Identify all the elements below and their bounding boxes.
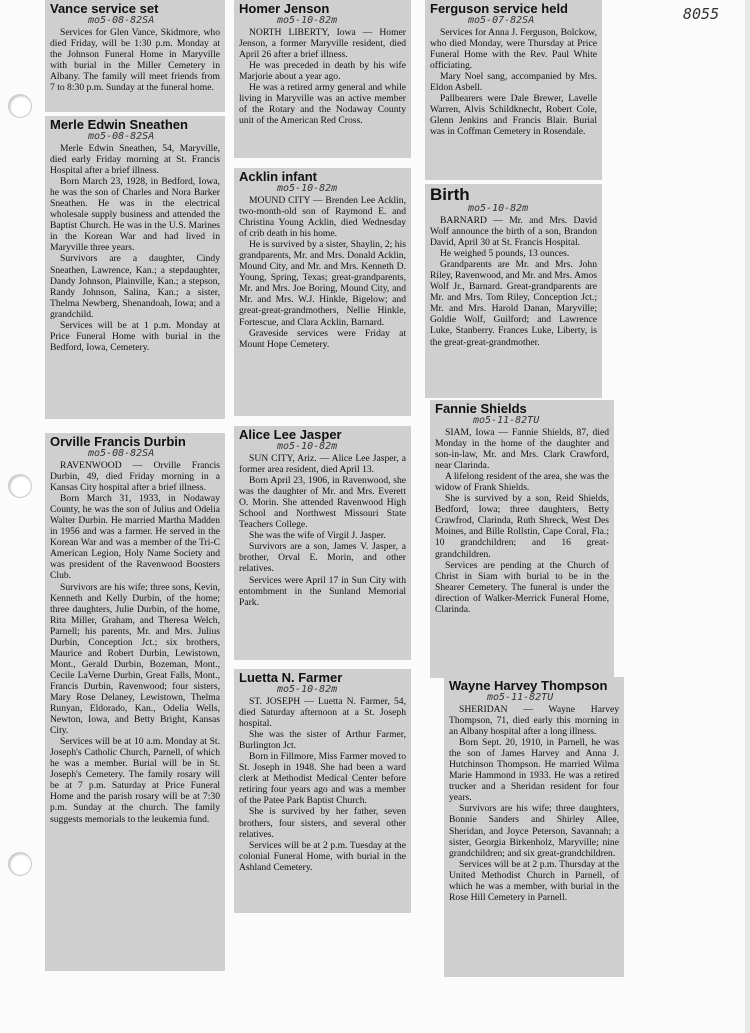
paragraph: Born March 31, 1933, in Nodaway County, he was the son of Julius and Odelia Walter Durbin. He married Martha Madden in 1956 and was a farmer. He served in the Korean War and was a member of the Tri-C American Legion, Holy Name Society and was president of the Ravenwood Boosters Club. <box>50 493 220 582</box>
paragraph: Survivors are his wife; three sons, Kevin, Kenneth and Kelly Durbin, of the home; three daughters, Julie Durbin, of the home, Rita Miller, Graham, and Theresa Welch, Parnell; his parents, Mr. and Mrs. Julius Durbin, Conception Jct.; six brothers, Maurice and Robert Durbin, Lewistown, Mont., Gerald Durbin, Bozeman, Mont., Cecile LaVerne Durbin, Great Falls, Mont., Francis Durbin, Ravenwood; four sisters, Mary Rose Delaney, Lewistown, Thelma Runyan, Eldorado, Kan., Odelia Wells, Newton, Iowa, and Betty Bright, Kansas City. <box>50 581 220 737</box>
clipping-body <box>435 427 609 615</box>
clipping-body <box>239 453 406 608</box>
paragraph: He is survived by a sister, Shaylin, 2; his grandparents, Mr. and Mrs. Donald Acklin, Mound City, and Mr. and Mrs. Kenneth D. Young, Spring, Texas; great-grandparents, Mr. and Mrs. Joe Boring, Mound City, and Mr. and Mrs. W.J. Hinkle, Bigelow; and great-great-grandmothers, Nellie Hinkle, Fortescue, and Clara Acklin, Barnard. <box>239 239 406 328</box>
clipping-jasper <box>234 426 411 660</box>
clipping-body <box>50 460 220 825</box>
binder-hole <box>9 475 31 497</box>
paragraph: She is survived by a son, Reid Shields, Bedford, Iowa; three daughters, Betty Crawfrod, Clarinda, Ruth Shreck, West Des Moines, and Bille Rollstin, Cape Coral, Fla.; 10 grandchildren; and 16 great-grandchildren. <box>435 493 609 560</box>
handwritten-date: mo5-08-82SA <box>88 131 155 142</box>
clipping-heading: Luetta N. Farmer <box>239 670 343 685</box>
handwritten-date: mo5-10-82m <box>277 15 338 26</box>
clipping-heading: Fannie Shields <box>435 401 527 416</box>
clipping-heading: Ferguson service held <box>430 1 568 16</box>
paragraph: She is survived by her father, seven brothers, four sisters, and several other relatives. <box>239 806 406 840</box>
clipping-shields <box>430 400 614 678</box>
paragraph: MOUND CITY — Brenden Lee Acklin, two-month-old son of Raymond E. and Christina Young Acklin, died Wednesday of crib death in his home. <box>239 195 406 240</box>
handwritten-date: mo5-10-82m <box>277 441 338 452</box>
paragraph: Services were April 17 in Sun City with entombment in the Sunland Memorial Park. <box>239 574 406 608</box>
paragraph: ST. JOSEPH — Luetta N. Farmer, 54, died Saturday afternoon at a St. Joseph hospital. <box>239 696 406 730</box>
paragraph: RAVENWOOD — Orville Francis Durbin, 49, died Friday morning in a Kansas City hospital after a brief illness. <box>50 460 220 494</box>
binder-hole <box>9 853 31 875</box>
handwritten-date: mo5-10-82m <box>277 684 338 695</box>
paragraph: Born Sept. 20, 1910, in Parnell, he was the son of James Harvey and Anna J. Hutchinson Thompson. He married Wilma Marie Hammond in 1933. He was a retired trucker and a Sheridan resident for four years. <box>449 737 619 804</box>
handwritten-date: mo5-08-82SA <box>88 15 155 26</box>
paragraph: Services will be at 1 p.m. Monday at Price Funeral Home with burial in the Bedford, Iowa, Cemetery. <box>50 319 220 353</box>
handwritten-date: mo5-11-82TU <box>487 692 554 703</box>
paragraph: Services for Glen Vance, Skidmore, who died Friday, will be 1:30 p.m. Monday at the Johnson Funeral Home in Maryville with burial in the Miller Cemetery in Albany. The family will meet friends from 7 to 8:30 p.m. Sunday at the funeral home. <box>50 27 220 94</box>
handwritten-date: mo5-11-82TU <box>473 415 540 426</box>
clipping-jenson <box>234 0 411 158</box>
clipping-ferguson <box>425 0 602 180</box>
paragraph: Survivors are a son, James V. Jasper, a brother, Orval E. Morin, and other relatives. <box>239 541 406 575</box>
paragraph: She was the wife of Virgil J. Jasper. <box>249 530 386 542</box>
page-number: 8055 <box>683 5 720 23</box>
paragraph: SUN CITY, Ariz. — Alice Lee Jasper, a former area resident, died April 13. <box>239 453 406 476</box>
paragraph: He was preceded in death by his wife Marjorie about a year ago. <box>239 60 406 83</box>
clipping-heading: Homer Jenson <box>239 1 330 16</box>
paragraph: Services for Anna J. Ferguson, Bolckow, who died Monday, were Thursday at Price Funeral Home with the Rev. Paul White officiating. <box>430 27 597 72</box>
paragraph: SIAM, Iowa — Fannie Shields, 87, died Monday in the home of the daughter and son-in-law, Mr. and Mrs. Clark Crawford, near Clarinda. <box>435 427 609 472</box>
clipping-heading: Vance service set <box>50 1 159 16</box>
handwritten-date: mo5-08-82SA <box>88 448 155 459</box>
clipping-body <box>430 27 597 137</box>
paragraph: NORTH LIBERTY, Iowa — Homer Jenson, a former Maryville resident, died April 26 after a brief illness. <box>239 27 406 61</box>
paragraph: Born March 23, 1928, in Bedford, Iowa, he was the son of Charles and Nora Barker Sneathen. He was in the electrical wholesale supply business and attended the Baptist Church. He was in the U.S. Marines in the Korean War and had lived in Maryville three years. <box>50 176 220 254</box>
paragraph: Services are pending at the Church of Christ in Siam with burial to be in the Shearer Cemetery. The funeral is under the direction of Walker-Merrick Funeral Home, Clarinda. <box>435 559 609 615</box>
paragraph: He weighed 5 pounds, 13 ounces. <box>440 248 570 260</box>
paragraph: Survivors are a daughter, Cindy Sneathen, Lawrence, Kan.; a stepdaughter, Dandy Johnson, Plainville, Kan.; a stepson, Randy Johnson, Salina, Kan.; a sister, Thelma Newberg, Shenandoah, Iowa; and a grandchild. <box>50 253 220 320</box>
clipping-vance <box>45 0 225 112</box>
paragraph: Merle Edwin Sneathen, 54, Maryville, died early Friday morning at St. Francis Hospital after a brief illness. <box>50 143 220 177</box>
paragraph: Graveside services were Friday at Mount Hope Cemetery. <box>239 327 406 350</box>
paragraph: Services will be at 2 p.m. Tuesday at the colonial Funeral Home, with burial in the Ashland Cemetery. <box>239 839 406 873</box>
clipping-body <box>50 27 220 93</box>
clipping-body <box>239 195 406 350</box>
paragraph: Services will be at 10 a.m. Monday at St. Joseph's Catholic Church, Parnell, of which he was a member. Burial will be in St. Joseph's Cemetery. The family rosary will be at 7 p.m. Saturday at Price Funeral Home and the parish rosary will be at 7:30 p.m. Sunday at the church. The family suggests memorials to the leukemia fund. <box>50 736 220 825</box>
clipping-farmer <box>234 669 411 913</box>
clipping-heading: Alice Lee Jasper <box>239 427 342 442</box>
clipping-body <box>50 143 220 353</box>
clipping-birth <box>425 184 602 398</box>
paragraph: A lifelong resident of the area, she was the widow of Frank Shields. <box>435 471 609 494</box>
handwritten-date: mo5-07-82SA <box>468 15 535 26</box>
binder-hole <box>9 95 31 117</box>
handwritten-date: mo5-10-82m <box>468 203 529 214</box>
paragraph: He was a retired army general and while living in Maryville was an active member of the Rotary and the Nodaway County unit of the American Red Cross. <box>239 82 406 127</box>
clipping-acklin <box>234 168 411 416</box>
clipping-heading: Orville Francis Durbin <box>50 434 186 449</box>
paragraph: Mary Noel sang, accompanied by Mrs. Eldon Asbell. <box>430 71 597 94</box>
paragraph: BARNARD — Mr. and Mrs. David Wolf announce the birth of a son, Brandon David, April 30 at St. Francis Hospital. <box>430 215 597 249</box>
paragraph: She was the sister of Arthur Farmer, Burlington Jct. <box>239 729 406 752</box>
clipping-body <box>449 704 619 903</box>
paragraph: SHERIDAN — Wayne Harvey Thompson, 71, died early this morning in an Albany hospital after a long illness. <box>449 704 619 738</box>
paragraph: Services will be at 2 p.m. Thursday at the United Methodist Church in Parnell, of which he was a member, with burial in the Rose Hill Cemetery in Parnell. <box>449 858 619 903</box>
clipping-heading: Acklin infant <box>239 169 318 184</box>
clipping-heading: Merle Edwin Sneathen <box>50 117 188 132</box>
handwritten-date: mo5-10-82m <box>277 183 338 194</box>
clipping-body <box>239 696 406 873</box>
paragraph: Born in Fillmore, Miss Farmer moved to St. Joseph in 1948. She had been a ward clerk at Methodist Medical Center before retiring four years ago and was a member of the Patee Park Baptist Church. <box>239 751 406 807</box>
clipping-heading: Wayne Harvey Thompson <box>449 678 608 693</box>
paragraph: Survivors are his wife; three daughters, Bonnie Sanders and Shirley Allee, Sheridan, and Joyce Peterson, Savannah; a sister, Georgia Birkenholz, Maryville; nine grandchildren; and six great-grandchildren. <box>449 803 619 859</box>
clipping-body <box>430 215 597 348</box>
clipping-sneathen <box>45 116 225 419</box>
clipping-thompson <box>444 677 624 977</box>
paragraph: Grandparents are Mr. and Mrs. John Riley, Ravenwood, and Mr. and Mrs. Amos Wolf Jr., Barnard. Great-grandparents are Mr. and Mrs. Tom Riley, Conception Jct.; Mr. and Mrs. Harold Danan, Maryville; Goldie Wolf, Guilford; and Lawrence Luke, Stanberry. Frances Luke, Liberty, is the great-great-grandmother. <box>430 259 597 348</box>
clipping-body <box>239 27 406 126</box>
clipping-durbin <box>45 433 225 971</box>
paragraph: Pallbearers were Dale Brewer, Lavelle Warren, Alvis Schildknecht, Robert Cole, Glenn Jenkins and Francis Blair. Burial was in Coffman Cemetery in Rosendale. <box>430 93 597 138</box>
paragraph: Born April 23, 1906, in Ravenwood, she was the daughter of Mr. and Mrs. Everett O. Morin. She attended Ravenwood High School and Northwest Missouri State Teachers College. <box>239 475 406 531</box>
clipping-heading: Birth <box>430 185 470 204</box>
page-edge <box>745 0 750 1033</box>
